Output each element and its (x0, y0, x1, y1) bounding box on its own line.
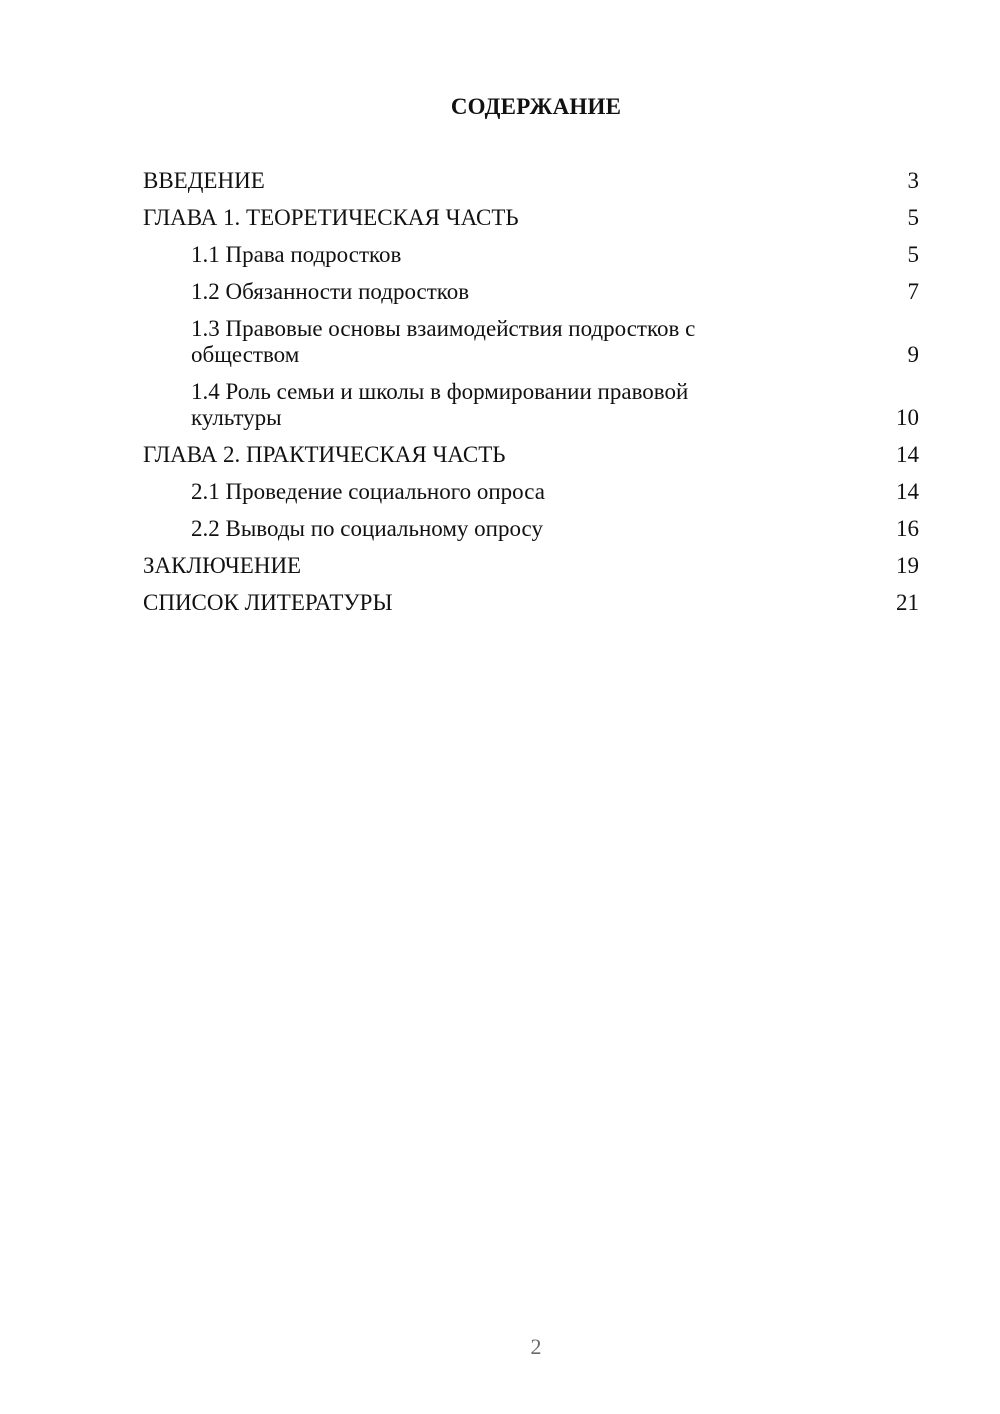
toc-entry-2-2 (143, 516, 919, 542)
toc-entry-page: 14 (896, 479, 919, 504)
toc-entry-conclusion (143, 553, 919, 579)
toc-entry-introduction (143, 168, 919, 194)
toc-entry-1-4 (143, 379, 919, 431)
page-number: 2 (530, 1334, 542, 1359)
toc-entry-page: 21 (896, 590, 919, 615)
toc-entry-label: ГЛАВА 1. ТЕОРЕТИЧЕСКАЯ ЧАСТЬ (143, 205, 519, 230)
toc-entry-1-3 (143, 316, 919, 368)
toc-entry-page: 19 (896, 553, 919, 578)
toc-entry-label: 1.1 Права подростков (191, 242, 402, 267)
toc-entry-label: 1.3 Правовые основы взаимодействия подростков с обществом (191, 316, 696, 367)
toc-entry-1-1 (143, 242, 919, 268)
page-title: СОДЕРЖАНИЕ (450, 94, 622, 119)
toc-entry-page: 5 (907, 242, 919, 267)
toc-entry-label: 1.2 Обязанности подростков (191, 279, 470, 304)
toc-entry-page: 16 (896, 516, 919, 541)
toc-entry-label: 1.4 Роль семьи и школы в формировании правовой культуры (191, 379, 689, 430)
table-of-contents (143, 168, 919, 627)
toc-entry-label: СПИСОК ЛИТЕРАТУРЫ (143, 590, 393, 615)
toc-entry-label: ГЛАВА 2. ПРАКТИЧЕСКАЯ ЧАСТЬ (143, 442, 506, 467)
toc-entry-page: 5 (907, 205, 919, 230)
toc-entry-label: ЗАКЛЮЧЕНИЕ (143, 553, 302, 578)
toc-entry-page: 10 (896, 405, 919, 430)
toc-entry-label: ВВЕДЕНИЕ (143, 168, 265, 193)
toc-entry-chapter-2 (143, 442, 919, 468)
toc-entry-label: 2.2 Выводы по социальному опросу (191, 516, 543, 541)
toc-entry-page: 9 (907, 342, 919, 367)
toc-entry-2-1 (143, 479, 919, 505)
toc-entry-page: 14 (896, 442, 919, 467)
toc-entry-page: 3 (907, 168, 919, 193)
toc-entry-references (143, 590, 919, 616)
toc-entry-chapter-1 (143, 205, 919, 231)
toc-entry-1-2 (143, 279, 919, 305)
toc-entry-label: 2.1 Проведение социального опроса (191, 479, 545, 504)
toc-entry-page: 7 (907, 279, 919, 304)
